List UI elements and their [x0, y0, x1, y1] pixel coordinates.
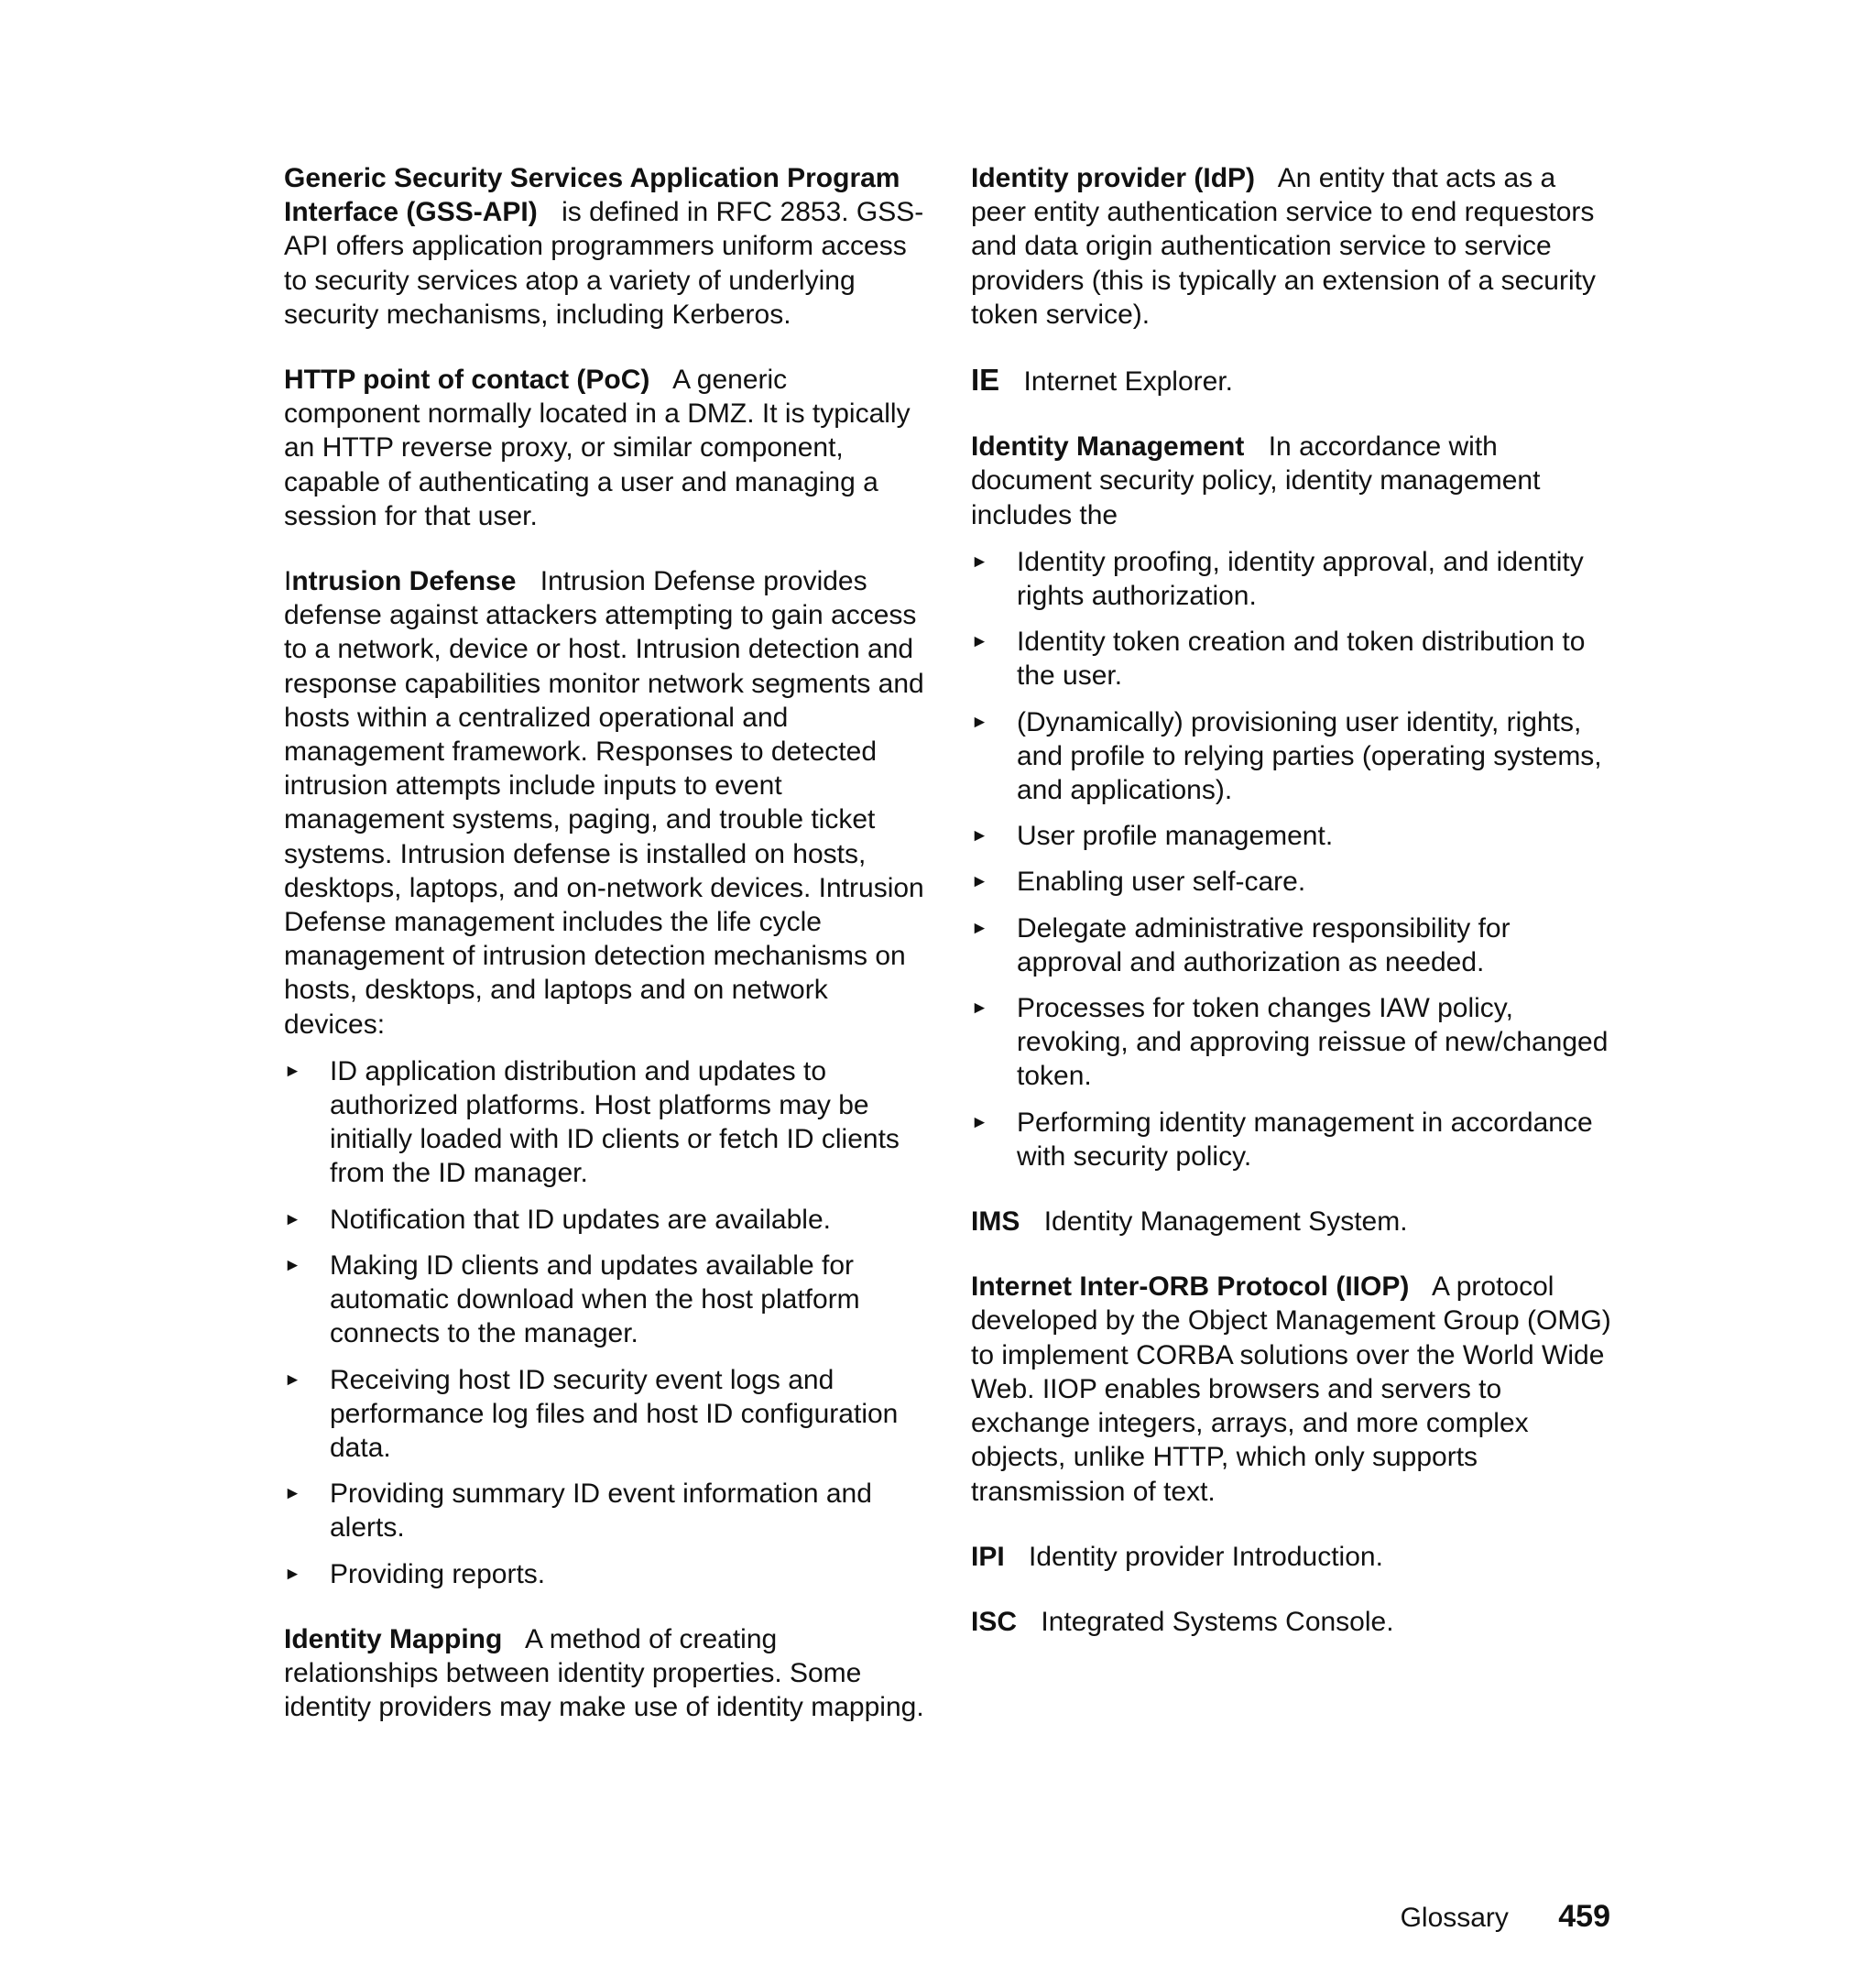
glossary-entry-ipi	[971, 1540, 1612, 1574]
list-item	[971, 911, 1612, 979]
glossary-definition: An entity that acts as a peer entity authentication service to end requestors and data origin authentication service to service providers (this is typically an extension of a security token service).	[971, 163, 1596, 330]
list-item	[971, 991, 1612, 1094]
glossary-term: IE	[971, 363, 1000, 398]
list-item-text: Providing reports.	[330, 1558, 546, 1589]
bullet-triangle-icon: ►	[284, 1564, 301, 1584]
bullet-triangle-icon: ►	[284, 1255, 301, 1275]
list-item	[284, 1249, 925, 1351]
list-item-text: Receiving host ID security event logs and performance log files and host ID configuration data.	[330, 1364, 899, 1463]
bullet-list	[971, 545, 1612, 1173]
glossary-definition: Internet Explorer.	[1023, 366, 1233, 398]
list-item-text: Making ID clients and updates available for automatic download when the host platform connects to the manager.	[330, 1249, 860, 1349]
glossary-definition: Identity provider Introduction.	[1029, 1541, 1383, 1572]
left-column	[284, 161, 925, 1755]
bullet-triangle-icon: ►	[284, 1209, 301, 1229]
glossary-term: Internet Inter-ORB Protocol (IIOP)	[971, 1271, 1410, 1303]
list-item-text: Performing identity management in accordance with security policy.	[1017, 1107, 1593, 1172]
glossary-entry-isc	[971, 1605, 1612, 1639]
list-item-text: Notification that ID updates are available.	[330, 1204, 831, 1235]
glossary-definition: is defined in RFC 2853. GSS-API offers application programmers uniform access to security services atop a variety of underlying security mechanisms, including Kerberos.	[284, 197, 924, 330]
glossary-term: IPI	[971, 1541, 1005, 1572]
glossary-definition: A protocol developed by the Object Management Group (OMG) to implement CORBA solutions over the World Wide Web. IIOP enables browsers and servers to exchange integers, arrays, and more complex objects, unlike HTTP, which only supports transmission of text.	[971, 1271, 1611, 1507]
glossary-definition: A method of creating relationships between identity properties. Some identity providers may make use of identity mapping.	[284, 1623, 924, 1723]
footer-section-title: Glossary	[1400, 1903, 1509, 1933]
bullet-triangle-icon: ►	[971, 872, 988, 892]
glossary-entry-intrusion-defense	[284, 564, 925, 1591]
bullet-triangle-icon: ►	[971, 918, 988, 938]
bullet-triangle-icon: ►	[284, 1369, 301, 1390]
glossary-definition: Intrusion Defense provides defense against attackers attempting to gain access to a network, device or host. Intrusion detection and response capabilities monitor network segments and hosts within a centralized operational and management framework. Responses to detected intrusion attempts include inputs to event management systems, paging, and trouble ticket systems. Intrusion defense is installed on hosts, desktops, laptops, and on-network devices. Intrusion Defense management includes the life cycle management of intrusion detection mechanisms on hosts, desktops, and laptops and on network devices:	[284, 566, 924, 1040]
glossary-definition: Integrated Systems Console.	[1041, 1606, 1394, 1637]
bullet-triangle-icon: ►	[971, 712, 988, 732]
list-item-text: ID application distribution and updates to authorized platforms. Host platforms may be initially loaded with ID clients or fetch ID clients from the ID manager.	[330, 1055, 900, 1189]
list-item	[971, 1106, 1612, 1173]
list-item	[971, 705, 1612, 808]
glossary-term: Identity Mapping	[284, 1623, 503, 1654]
list-item-text: (Dynamically) provisioning user identity, rights, and profile to relying parties (operating systems, and applications).	[1017, 706, 1602, 806]
glossary-definition: Identity Management System.	[1043, 1206, 1408, 1238]
list-item-text: Identity token creation and token distribution to the user.	[1017, 627, 1586, 692]
bullet-triangle-icon: ►	[971, 632, 988, 652]
glossary-term	[284, 566, 516, 596]
glossary-term: Generic Security Services Application Program Interface (GSS-API)	[284, 163, 900, 228]
list-item	[971, 865, 1612, 899]
right-column	[971, 161, 1612, 1670]
glossary-entry-identity-management	[971, 430, 1612, 1173]
glossary-term-initial: I	[284, 566, 292, 597]
list-item	[284, 1054, 925, 1191]
glossary-entry-ims	[971, 1205, 1612, 1239]
bullet-triangle-icon: ►	[971, 1112, 988, 1132]
list-item	[284, 1477, 925, 1544]
bullet-triangle-icon: ►	[284, 1484, 301, 1504]
glossary-entry-http-poc	[284, 363, 925, 533]
list-item	[971, 819, 1612, 853]
glossary-entry-iiop	[971, 1270, 1612, 1508]
bullet-triangle-icon: ►	[971, 551, 988, 572]
glossary-entry-gss-api	[284, 161, 925, 332]
bullet-triangle-icon: ►	[971, 826, 988, 846]
page-footer	[1401, 1898, 1610, 1937]
glossary-entry-ie	[971, 363, 1612, 398]
glossary-definition: A generic component normally located in a DMZ. It is typically an HTTP reverse proxy, or similar component, capable of authenticating a user and managing a session for that user.	[284, 365, 911, 531]
glossary-entry-identity-mapping	[284, 1622, 925, 1725]
list-item-text: Enabling user self-care.	[1017, 867, 1306, 898]
glossary-entry-intrusion-defense-text	[284, 564, 925, 1042]
list-item	[284, 1203, 925, 1237]
glossary-term: HTTP point of contact (PoC)	[284, 365, 650, 396]
bullet-triangle-icon: ►	[284, 1061, 301, 1081]
glossary-term: ISC	[971, 1606, 1018, 1637]
glossary-term: Identity Management	[971, 431, 1245, 463]
list-item	[971, 625, 1612, 693]
list-item-text: Providing summary ID event information and alerts.	[330, 1479, 872, 1544]
glossary-term-rest: ntrusion Defense	[291, 566, 517, 597]
bullet-list	[284, 1054, 925, 1591]
glossary-entry-identity-management-text	[971, 430, 1612, 532]
page-number: 459	[1558, 1899, 1610, 1934]
bullet-triangle-icon: ►	[971, 998, 988, 1019]
list-item	[971, 545, 1612, 613]
glossary-term: Identity provider (IdP)	[971, 163, 1256, 193]
glossary-entry-idp	[971, 161, 1612, 332]
list-item-text: Identity proofing, identity approval, and identity rights authorization.	[1017, 546, 1584, 612]
list-item-text: User profile management.	[1017, 821, 1334, 852]
glossary-definition: In accordance with document security policy, identity management includes the	[971, 431, 1541, 530]
glossary-term: IMS	[971, 1206, 1020, 1238]
list-item-text: Delegate administrative responsibility for approval and authorization as needed.	[1017, 912, 1511, 977]
list-item	[284, 1363, 925, 1466]
list-item-text: Processes for token changes IAW policy, revoking, and approving reissue of new/changed token.	[1017, 993, 1609, 1092]
list-item	[284, 1557, 925, 1591]
